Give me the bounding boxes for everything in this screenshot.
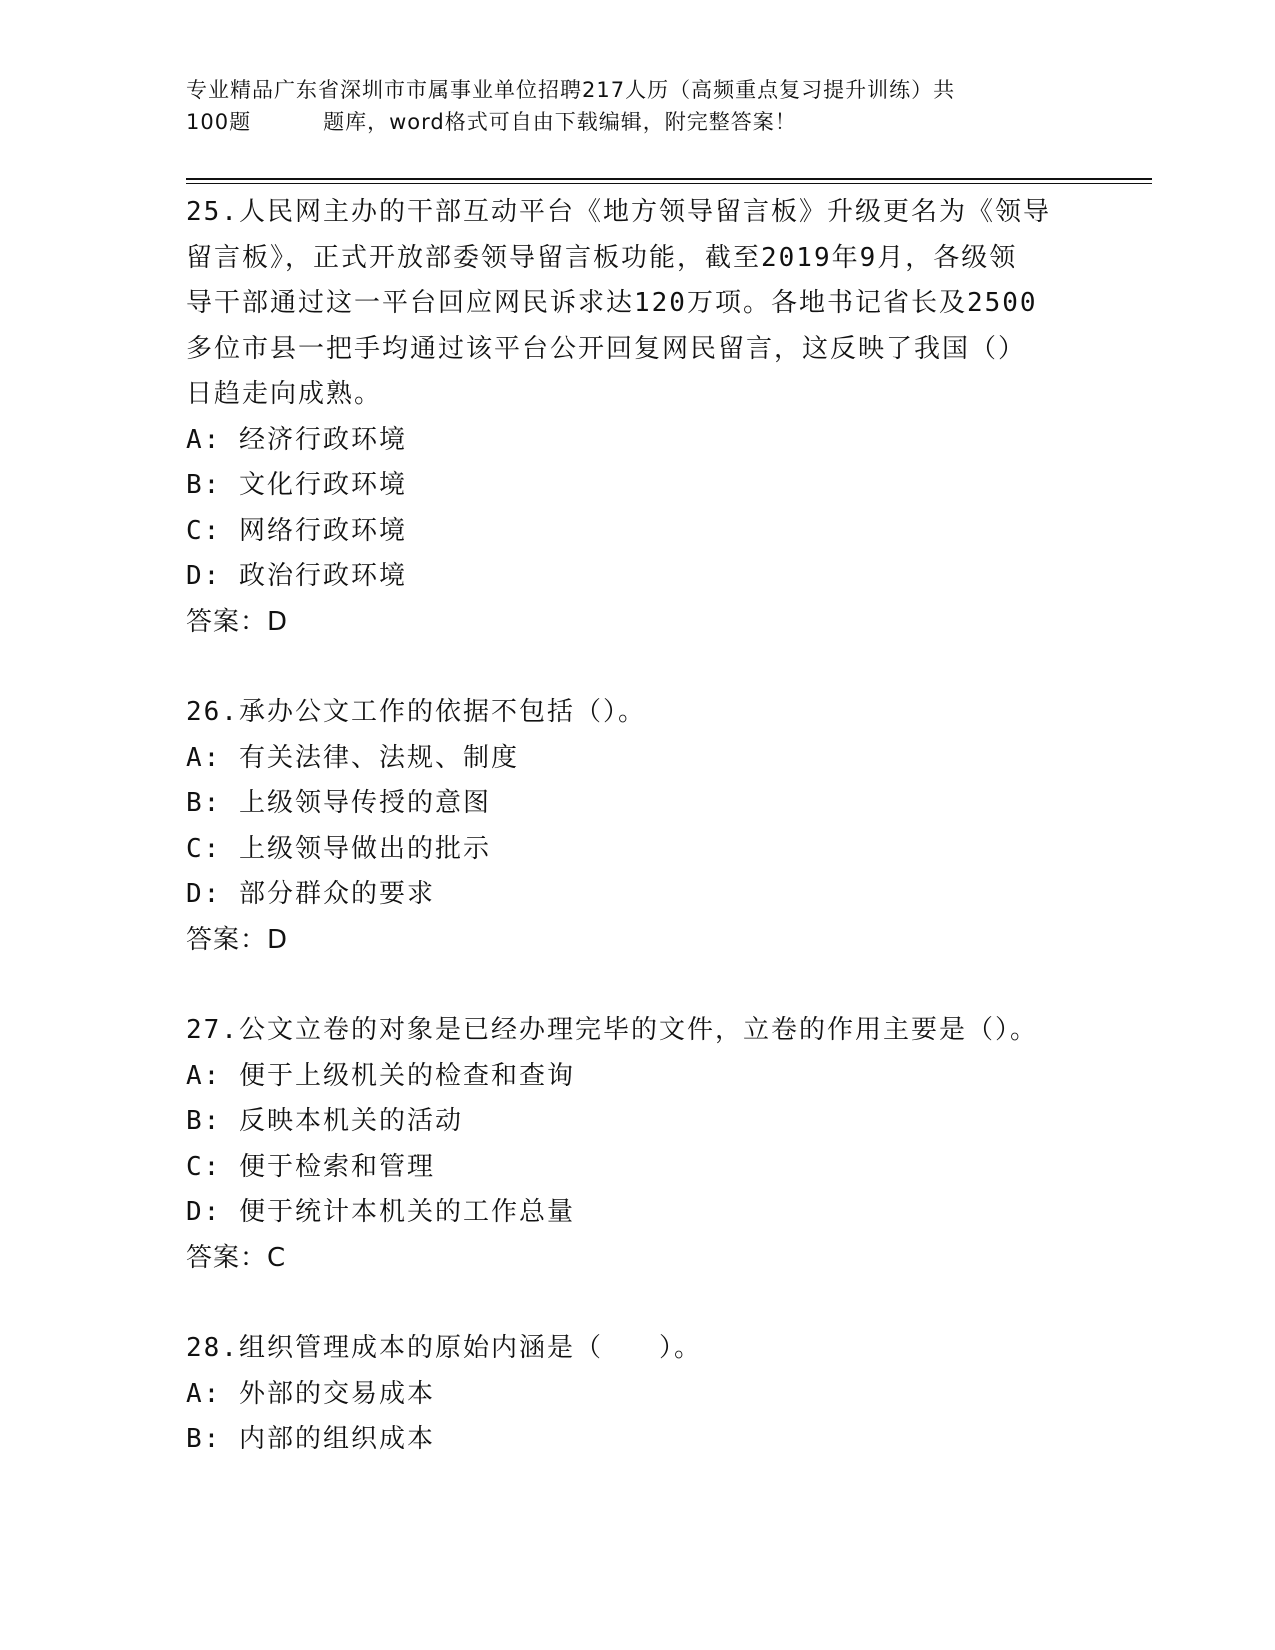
question-list: [186, 190, 1086, 1463]
question-text-line: 25.人民网主办的干部互动平台《地方领导留言板》升级更名为《领导: [186, 197, 1051, 227]
header-description: 题库，word格式可自由下载编辑，附完整答案！: [323, 110, 797, 134]
question-25: [186, 190, 1086, 645]
option-a: A: 有关法律、法规、制度: [186, 742, 519, 773]
option-c: C: 网络行政环境: [186, 515, 407, 546]
option-c: C: 便于检索和管理: [186, 1151, 435, 1182]
document-header: [186, 74, 1086, 138]
option-a: A: 外部的交易成本: [186, 1378, 435, 1409]
answer-label: 答案：D: [186, 606, 289, 637]
option-b: B: 文化行政环境: [186, 470, 407, 500]
question-spacer: [186, 1281, 1086, 1326]
option-b: B: 上级领导传授的意图: [186, 788, 491, 818]
option-d: D: 政治行政环境: [186, 561, 407, 591]
question-text-line: 多位市县一把手均通过该平台公开回复网民留言，这反映了我国（）: [186, 333, 1027, 364]
question-text-line: 27.公文立卷的对象是已经办理完毕的文件，立卷的作用主要是（）。: [186, 1015, 1038, 1045]
header-question-count: 100题: [186, 110, 252, 134]
question-text-line: 留言板》，正式开放部委领导留言板功能，截至2019年9月，各级领: [186, 242, 1018, 273]
question-text-line: 28.组织管理成本的原始内涵是（ ）。: [186, 1333, 702, 1363]
option-c: C: 上级领导做出的批示: [186, 833, 491, 864]
answer-label: 答案：C: [186, 1242, 287, 1273]
header-title-line-2: [186, 106, 1086, 138]
answer-label: 答案：D: [186, 924, 289, 955]
question-text-line: 日趋走向成熟。: [186, 379, 383, 409]
question-text-line: 26.承办公文工作的依据不包括（）。: [186, 697, 646, 727]
option-b: B: 内部的组织成本: [186, 1424, 435, 1454]
option-a: A: 便于上级机关的检查和查询: [186, 1060, 575, 1091]
question-26: [186, 690, 1086, 963]
option-d: D: 部分群众的要求: [186, 879, 435, 909]
option-b: B: 反映本机关的活动: [186, 1106, 463, 1136]
question-text-line: 导干部通过这一平台回应网民诉求达120万项。各地书记省长及2500: [186, 288, 1038, 318]
header-divider-thick: [186, 178, 1152, 180]
header-divider-thin: [186, 183, 1152, 184]
question-spacer: [186, 963, 1086, 1008]
option-d: D: 便于统计本机关的工作总量: [186, 1197, 575, 1227]
header-title-line-1: 专业精品广东省深圳市市属事业单位招聘217人历（高频重点复习提升训练）共: [186, 78, 956, 102]
question-27: [186, 1008, 1086, 1281]
option-a: A: 经济行政环境: [186, 424, 407, 455]
question-spacer: [186, 645, 1086, 690]
question-28: [186, 1326, 1086, 1463]
